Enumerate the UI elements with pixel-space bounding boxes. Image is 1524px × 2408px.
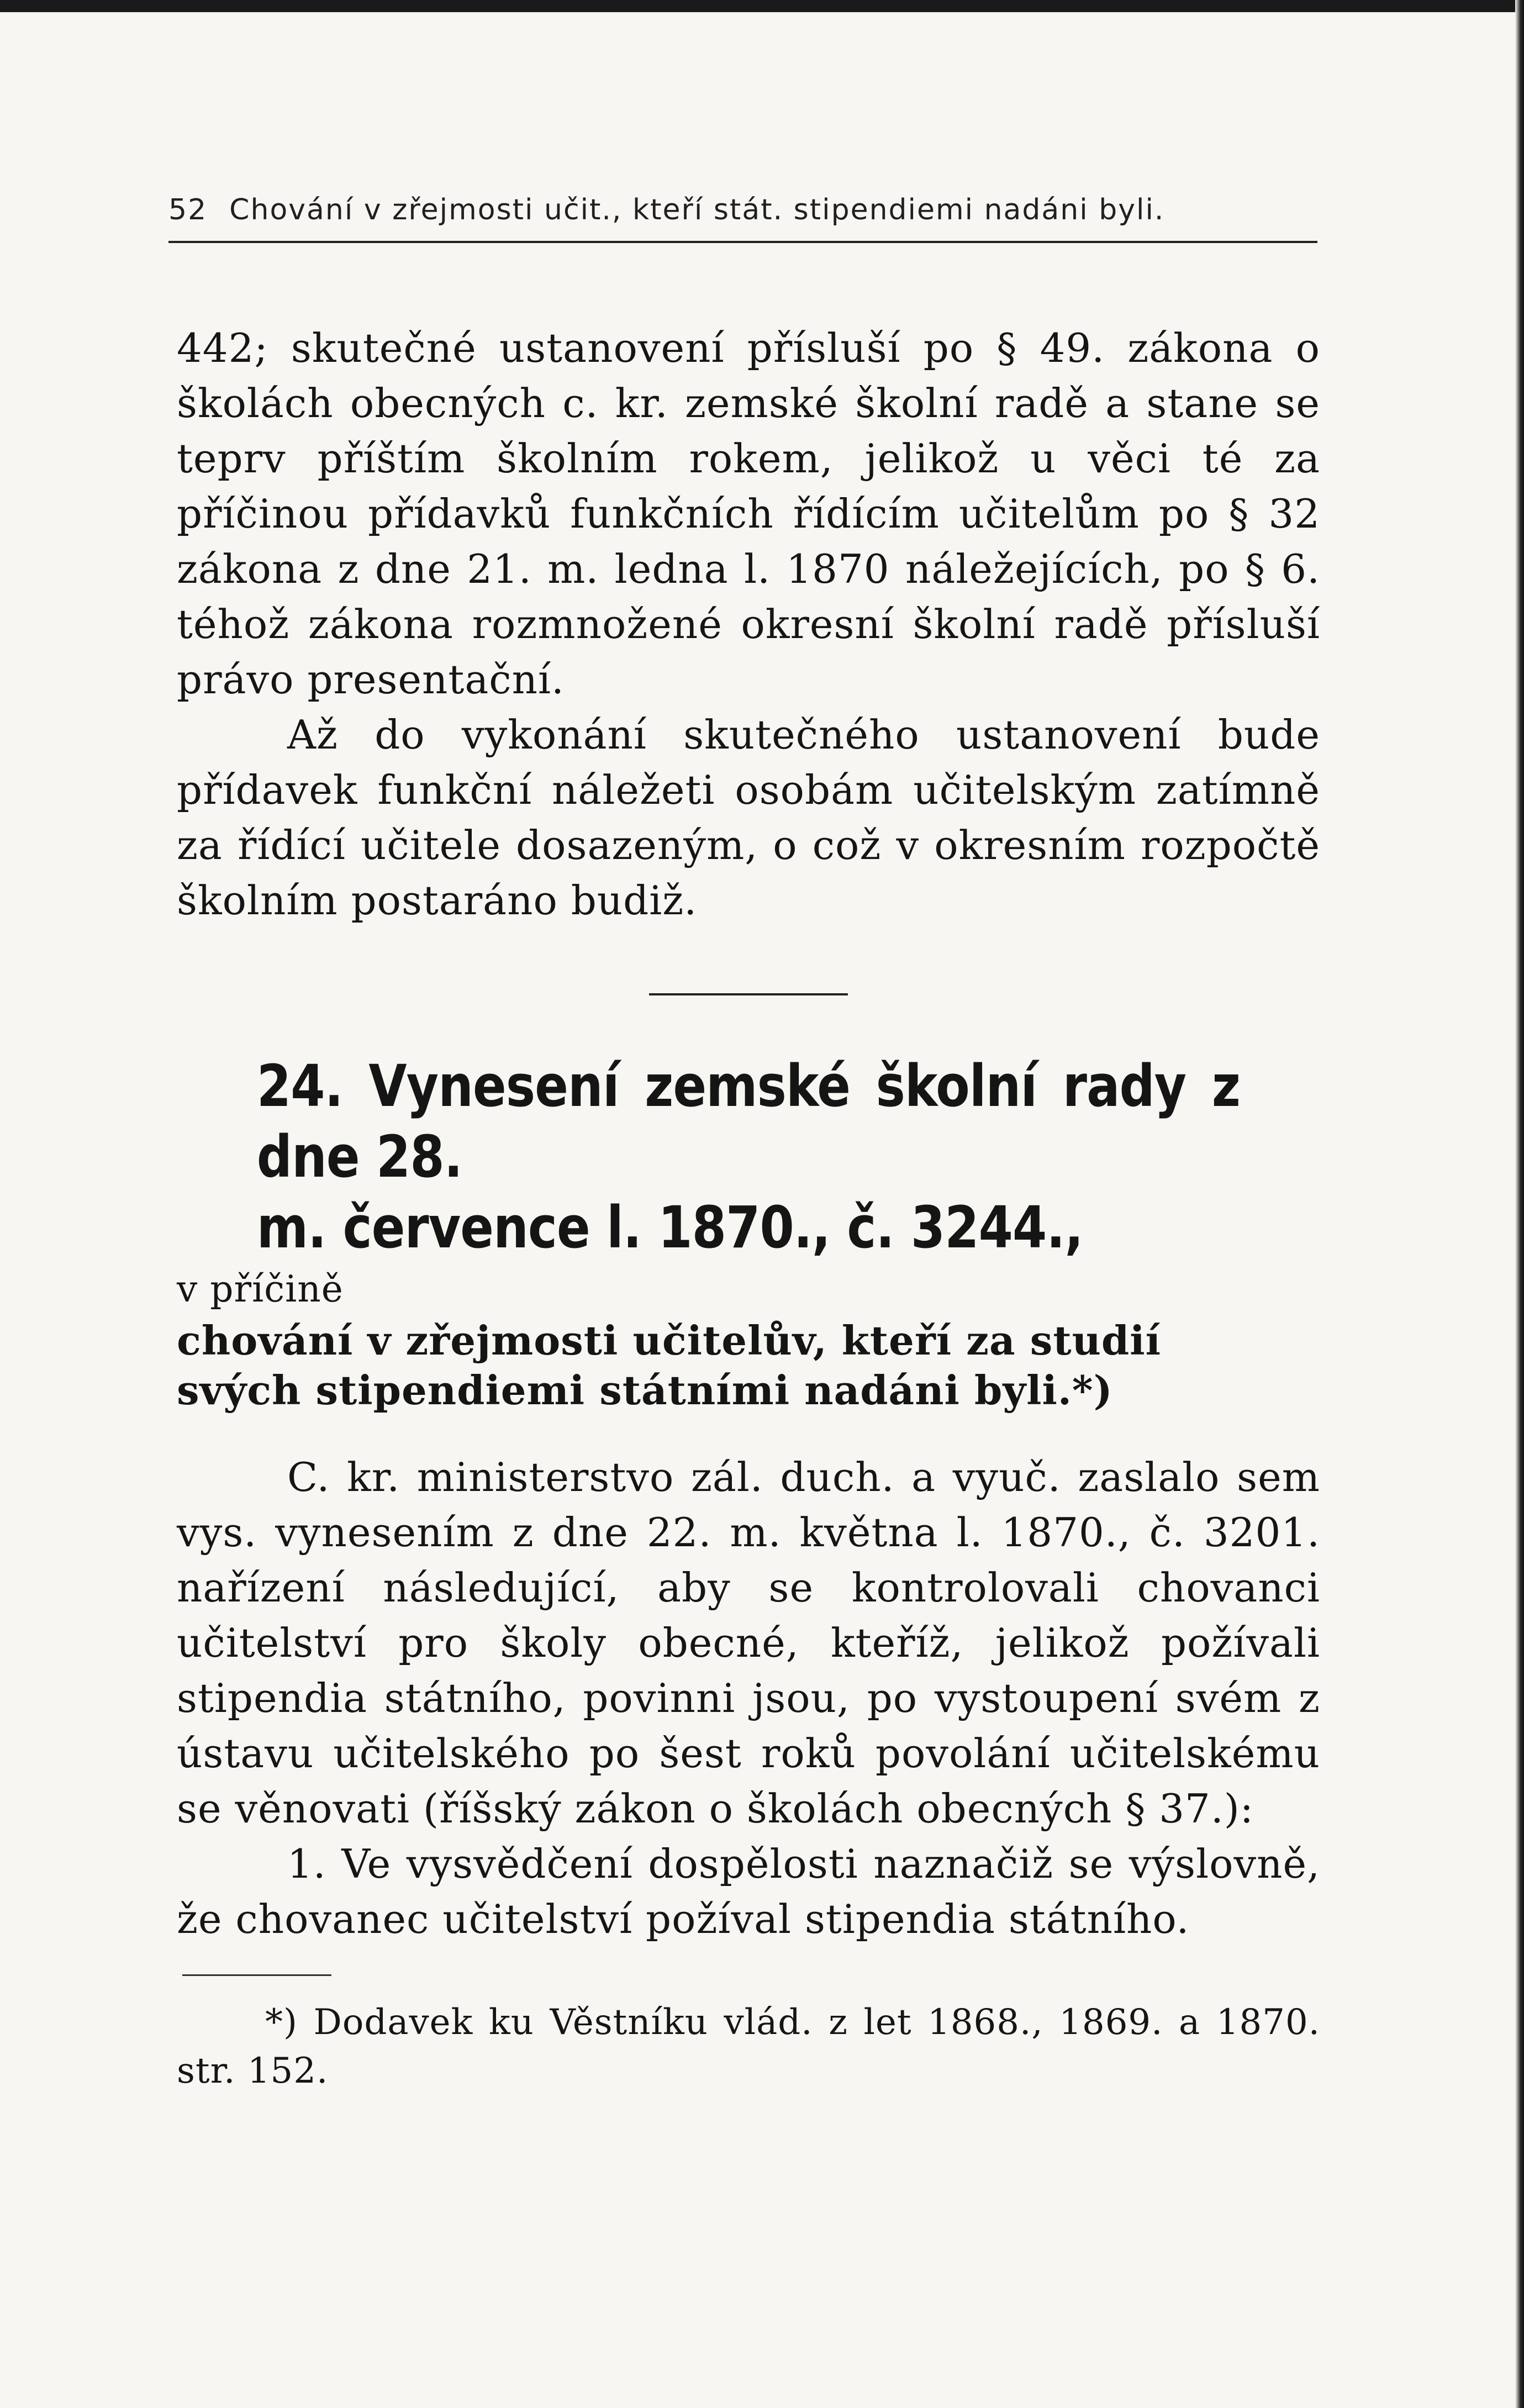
page-edge-top [0, 0, 1524, 12]
body-paragraph-2: Až do vykonání skutečného ustanovení bude přídavek funkční náležeti osobám učitelským zatímně za řídící učitele dosazeným, o což v okresním rozpočtě školním postaráno budiž. [177, 712, 1320, 924]
page-edge-right [1515, 0, 1524, 2408]
body-paragraph-1: 442; skutečné ustanovení přísluší po § 49. zákona o školách obecných c. kr. zemské školní radě a stane se teprv příštím školním rokem, jelikož u věci té za příčinou přídavků funkčních řídícím učitelům po § 32 zákona z dne 21. m. ledna l. 1870 náležejících, po § 6. téhož zákona rozmnožené okresní školní radě přísluší právo presentační. [177, 325, 1320, 703]
section-paragraph-1: C. kr. ministerstvo zál. duch. a vyuč. zaslalo sem vys. vynesením z dne 22. m. května l. 1870., č. 3201. nařízení následující, aby se kontrolovali chovanci učitelství pro školy obecné, kteříž, jelikož požívali stipendia státního, povinni jsou, po vystoupení svém z ústavu učitelského po šest roků povolání učitelskému se věnovati (říšský zákon o školách obecných § 37.): [177, 1454, 1320, 1832]
section-divider [649, 993, 848, 995]
page-number: 52 [168, 193, 208, 226]
header-rule [168, 241, 1317, 243]
section-description-line-2: svých stipendiemi státními nadáni byli.*) [177, 1367, 1113, 1414]
section-title-line-1: 24. Vynesení zemské školní rady z dne 28. [256, 1052, 1241, 1190]
running-header [168, 193, 1317, 226]
section-description [177, 1316, 1320, 1415]
section-title-line-2: m. července l. 1870., č. 3244., [256, 1194, 1083, 1261]
page-body [177, 320, 1320, 2095]
footnote-rule [182, 1974, 331, 1976]
section-description-line-1: chování v zřejmosti učitelův, kteří za studií [177, 1317, 1161, 1364]
spacer [177, 1415, 1320, 1450]
section-paragraph-2: 1. Ve vysvědčení dospělosti naznačiž se výslovně, že chovanec učitelství požíval stipendia státního. [177, 1841, 1320, 1942]
footnote: *) Dodavek ku Věstníku vlád. z let 1868., 1869. a 1870. str. 152. [177, 2002, 1320, 2091]
running-header-block [168, 193, 1317, 243]
running-title: Chování v zřejmosti učit., kteří stát. stipendiemi nadáni byli. [229, 193, 1165, 226]
section-subtitle: v příčině [177, 1268, 344, 1310]
